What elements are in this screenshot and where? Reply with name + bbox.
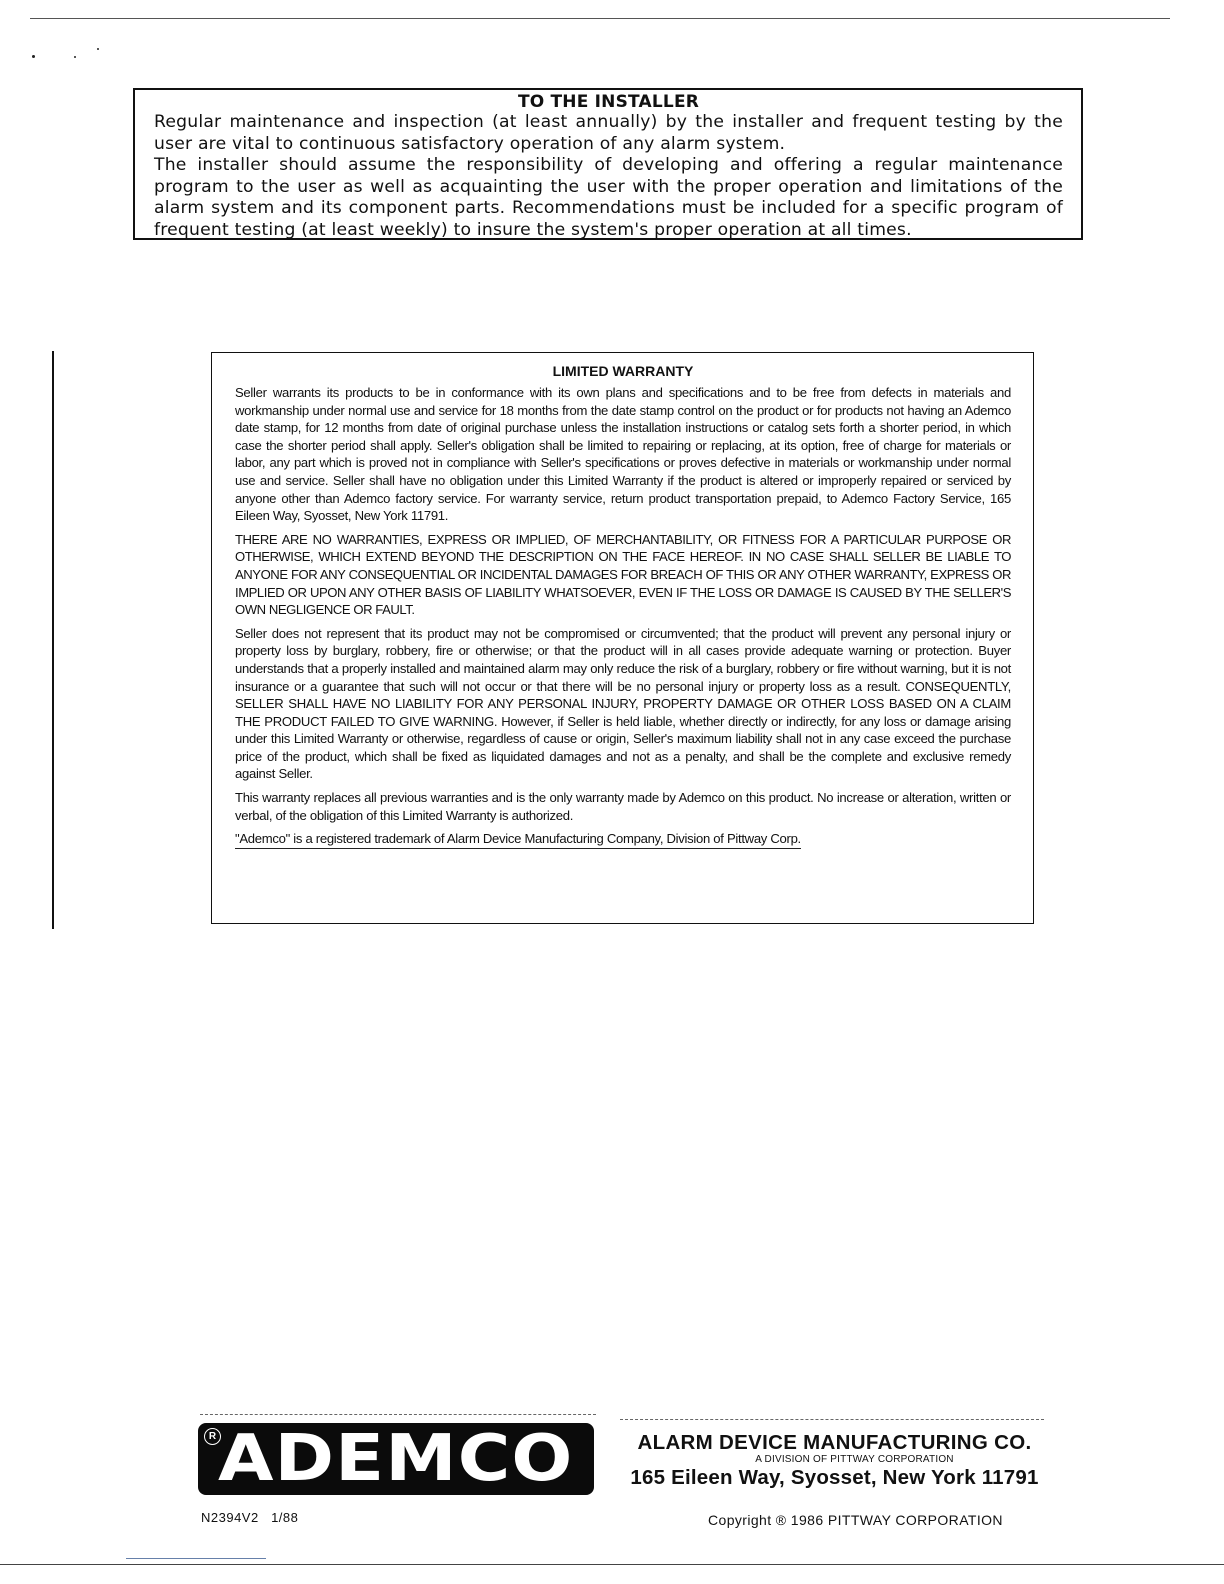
copyright-notice: Copyright ® 1986 PITTWAY CORPORATION bbox=[708, 1512, 1003, 1528]
scan-artifact-line bbox=[126, 1558, 266, 1559]
company-address: 165 Eileen Way, Syosset, New York 11791 bbox=[630, 1466, 1039, 1489]
scan-artifact-top-line bbox=[30, 18, 1170, 19]
company-division: A DIVISION OF PITTWAY CORPORATION bbox=[755, 1454, 954, 1465]
doc-number: N2394V2 bbox=[201, 1510, 259, 1525]
scan-speck bbox=[74, 56, 76, 58]
scan-speck bbox=[32, 55, 35, 58]
warranty-title: LIMITED WARRANTY bbox=[552, 363, 694, 379]
footer-divider bbox=[200, 1414, 596, 1415]
company-name: ALARM DEVICE MANUFACTURING CO. bbox=[637, 1431, 1032, 1454]
installer-title: TO THE INSTALLER bbox=[517, 92, 700, 112]
registered-icon: R bbox=[204, 1428, 221, 1445]
scan-speck bbox=[97, 48, 99, 50]
ademco-logo bbox=[198, 1423, 594, 1495]
footer-divider bbox=[620, 1419, 1044, 1420]
warranty-disclaimer: THERE ARE NO WARRANTIES, EXPRESS OR IMPLIED, OF MERCHANTABILITY, OR FITNESS FOR A PARTICULAR PURPOSE OR OTHERWISE, WHICH EXTEND BEYOND THE DESCRIPTION ON THE FACE HEREOF. IN NO CASE SHALL SELLER BE LIABLE TO ANYONE FOR ANY CONSEQUENTIAL OR INCIDENTAL DAMAGES FOR BREACH OF THIS OR ANY OTHER WARRANTY, EXPRESS OR IMPLIED OR UPON ANY OTHER BASIS OF LIABILITY WHATSOEVER, EVEN IF THE LOSS OR DAMAGE IS CAUSED BY THE SELLER'S OWN NEGLIGENCE OR FAULT. bbox=[235, 531, 1011, 618]
installer-notice-box bbox=[133, 88, 1083, 240]
warranty-paragraph: This warranty replaces all previous warranties and is the only warranty made by Ademco on this product. No increase or alteration, written or verbal, of the obligation of this Limited Warranty is authorized. bbox=[235, 790, 1011, 823]
warranty-paragraph: Seller does not represent that its product may not be compromised or circumvented; that the product will prevent any personal injury or property loss by burglary, robbery, fire or otherwise; or that the product will in all cases provide adequate warning or protection. Buyer understands that a properly installed and maintained alarm may only reduce the risk of a burglary, robbery or fire without warning, but it is not insurance or a guarantee that such will not occur or that there will be no personal injury or property loss as a result. CONSEQUENTLY, SELLER SHALL HAVE NO LIABILITY FOR ANY PERSONAL INJURY, PROPERTY DAMAGE OR OTHER LOSS BASED ON A CLAIM THE PRODUCT FAILED TO GIVE WARNING. However, if Seller is held liable, whether directly or indirectly, for any loss or damage arising under this Limited Warranty or otherwise, regardless of cause or origin, Seller's maximum liability shall not in any case exceed the purchase price of the product, which shall be fixed as liquidated damages and not as a penalty, and shall be the complete and exclusive remedy against Seller. bbox=[235, 625, 1011, 782]
scan-artifact-bottom-line bbox=[0, 1564, 1224, 1565]
company-block bbox=[622, 1432, 1047, 1490]
installer-paragraph: The installer should assume the responsibility of developing and offering a regular maintenance program to the user as well as acquainting the user with the proper operation and limitations of the alarm system and its component parts. Recommendations must be included for a specific program of frequent testing (at least weekly) to insure the system's proper operation at all times. bbox=[154, 155, 1063, 240]
trademark-notice: "Ademco" is a registered trademark of Alarm Device Manufacturing Company, Division of Pittway Corp. bbox=[235, 830, 801, 849]
document-number bbox=[201, 1510, 298, 1525]
installer-paragraph: Regular maintenance and inspection (at least annually) by the installer and frequent testing by the user are vital to continuous satisfactory operation of any alarm system. bbox=[154, 112, 1063, 154]
doc-date: 1/88 bbox=[271, 1510, 299, 1525]
margin-bar bbox=[52, 351, 54, 929]
logo-wordmark: ADEMCO bbox=[218, 1422, 574, 1496]
limited-warranty-box bbox=[211, 352, 1034, 924]
warranty-paragraph: Seller warrants its products to be in conformance with its own plans and specifications and to be free from defects in materials and workmanship under normal use and service for 18 months from the date stamp control on the product or for products not having an Ademco date stamp, for 12 months from date of original purchase unless the installation instructions or catalog sets forth a shorter period, in which case the shorter period shall apply. Seller's obligation shall be limited to repairing or replacing, at its option, free of charge for materials or labor, any part which is proved not in compliance with Seller's specifications or proves defective in materials or workmanship under normal use and service. Seller shall have no obligation under this Limited Warranty if the product is altered or improperly repaired or serviced by anyone other than Ademco factory service. For warranty service, return product transportation prepaid, to Ademco Factory Service, 165 Eileen Way, Syosset, New York 11791. bbox=[235, 385, 1011, 524]
